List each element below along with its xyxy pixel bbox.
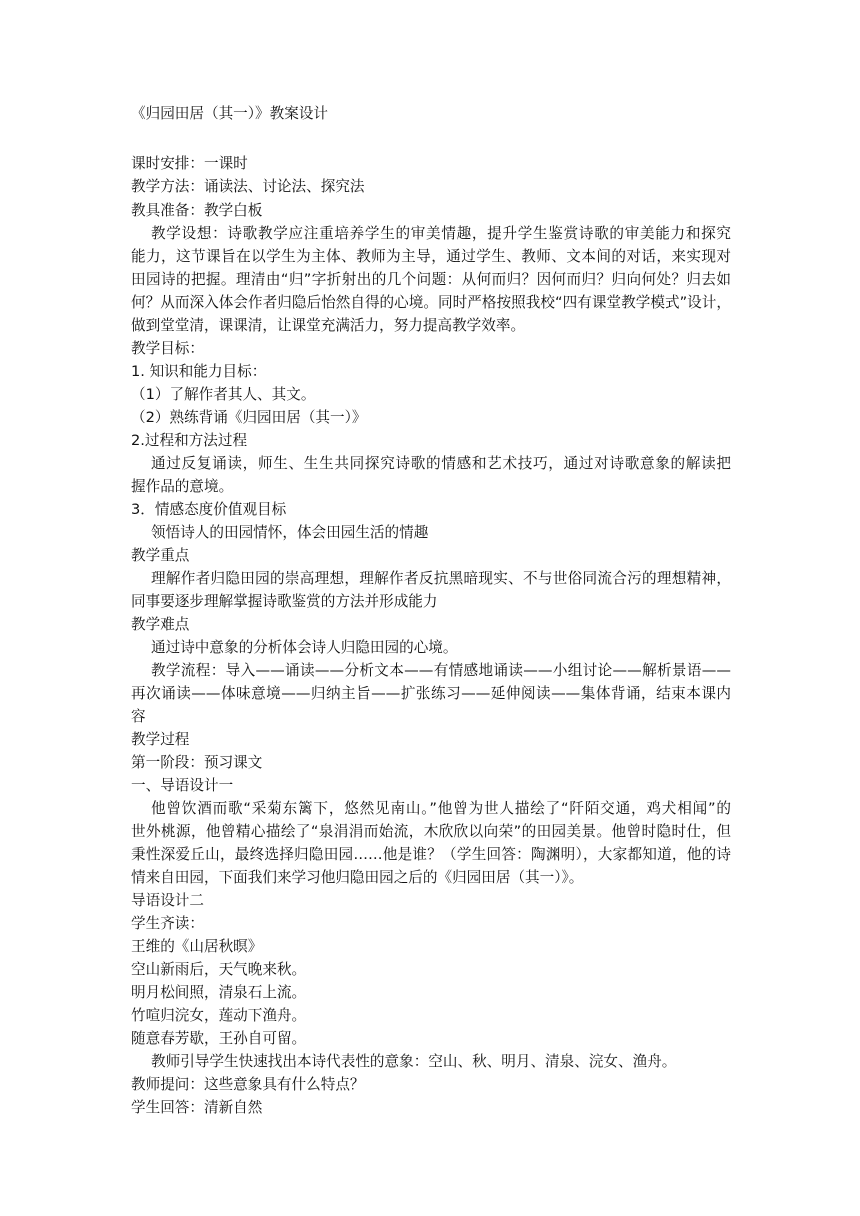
text-line: 情来自田园，下面我们来学习他归隐田园之后的《归园田居（其一）》。	[131, 869, 584, 886]
text-line: 他曾饮酒而歌“采菊东篱下，悠然见南山。”他曾为世人描绘了“阡陌交通，鸡犬相闻”的	[151, 800, 731, 817]
text-line: 做到堂堂清，课课清，让课堂充满活力，努力提高教学效率。	[131, 317, 526, 334]
text-line: 理解作者归隐田园的崇高理想，理解作者反抗黑暗现实、不与世俗同流合污的理想精神，	[151, 570, 731, 587]
text-line: 通过反复诵读，师生、生生共同探究诗歌的情感和艺术技巧，通过对诗歌意象的解读把	[151, 455, 731, 472]
text-line: 教学目标：	[131, 340, 204, 357]
text-line: 再次诵读——体味意境——归纳主旨——扩张练习——延伸阅读——集体背诵，结束本课内	[131, 685, 731, 702]
text-line: 教具准备：教学白板	[131, 202, 263, 219]
text-line: 领悟诗人的田园情怀，体会田园生活的情趣	[151, 524, 429, 541]
text-line: 空山新雨后，天气晚来秋。	[131, 961, 307, 978]
text-line: 教学设想：诗歌教学应注重培养学生的审美情趣，提升学生鉴赏诗歌的审美能力和探究	[151, 225, 731, 242]
text-line: 教学方法：诵读法、讨论法、探究法	[131, 178, 365, 195]
text-line: 2.过程和方法过程	[131, 432, 248, 449]
text-line: （1）了解作者其人、其文。	[131, 386, 316, 403]
text-line: 1. 知识和能力目标：	[131, 363, 267, 380]
text-line: 课时安排：一课时	[131, 155, 248, 172]
text-line: 学生齐读：	[131, 915, 204, 932]
text-line: 第一阶段：预习课文	[131, 754, 263, 771]
text-line: 王维的《山居秋暝》	[131, 938, 263, 955]
text-line: 世外桃源，他曾精心描绘了“泉涓涓而始流，木欣欣以向荣”的田园美景。他曾时隐时仕，但	[131, 823, 731, 840]
text-line: 导语设计二	[131, 892, 204, 909]
text-line: 教学流程：导入——诵读——分析文本——有情感地诵读——小组讨论——解析景语——	[151, 662, 731, 679]
text-line: 竹喧归浣女，莲动下渔舟。	[131, 1007, 307, 1024]
document-title: 《归园田居（其一）》教案设计	[131, 105, 329, 122]
text-line: 教学难点	[131, 616, 190, 633]
text-line: 教学重点	[131, 547, 190, 564]
text-line: 教师提问：这些意象具有什么特点？	[131, 1076, 365, 1093]
text-line: 秉性深爱丘山，最终选择归隐田园……他是谁？（学生回答：陶渊明），大家都知道，他的诗	[131, 846, 731, 863]
text-line: （2）熟练背诵《归园田居（其一）》	[131, 409, 367, 426]
text-line: 学生回答：清新自然	[131, 1099, 263, 1116]
text-line: 一、导语设计一	[131, 777, 234, 794]
text-line: 明月松间照，清泉石上流。	[131, 984, 307, 1001]
text-line: 通过诗中意象的分析体会诗人归隐田园的心境。	[151, 639, 458, 656]
text-line: 容	[131, 708, 146, 725]
text-line: 田园诗的把握。理清由“归”字折射出的几个问题：从何而归？因何而归？归向何处？归去如	[131, 271, 731, 288]
text-line: 随意春芳歇，王孙自可留。	[131, 1030, 307, 1047]
text-line: 3．情感态度价值观目标	[131, 501, 287, 518]
text-line: 何？从而深入体会作者归隐后怡然自得的心境。同时严格按照我校“四有课堂教学模式”设计，	[131, 294, 731, 311]
text-line: 同事要逐步理解掌握诗歌鉴赏的方法并形成能力	[131, 593, 438, 610]
text-line: 握作品的意境。	[131, 478, 234, 495]
text-line: 教学过程	[131, 731, 190, 748]
text-line: 能力，这节课旨在以学生为主体、教师为主导，通过学生、教师、文本间的对话，来实现对	[131, 248, 731, 265]
text-line: 教师引导学生快速找出本诗代表性的意象：空山、秋、明月、清泉、浣女、渔舟。	[151, 1053, 677, 1070]
